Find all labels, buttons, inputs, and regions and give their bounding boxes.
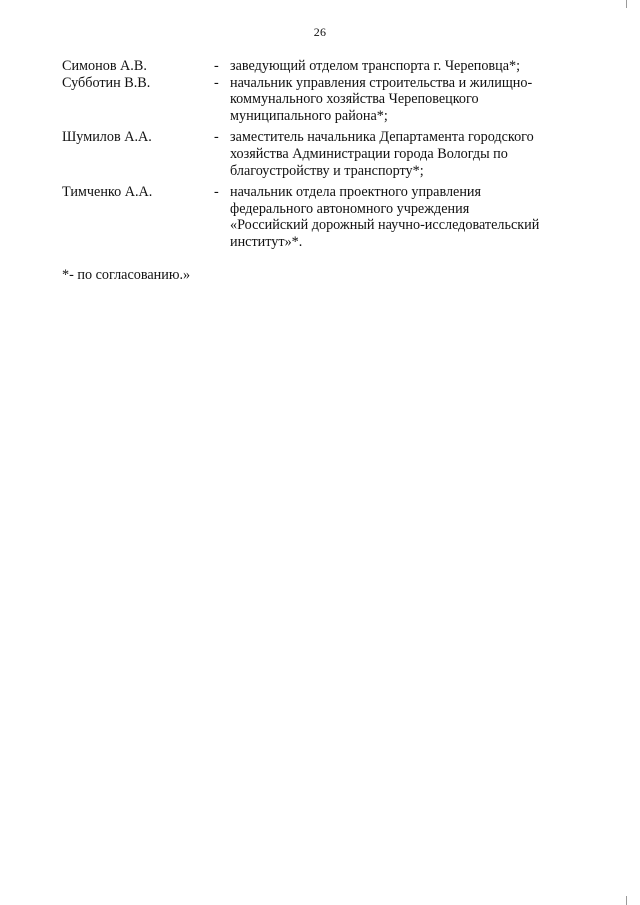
member-dash: - [214,58,219,74]
member-row [62,58,572,75]
member-list [62,58,572,251]
position-line: коммунального хозяйства Череповецкого [230,91,479,108]
position-line: институт»*. [230,233,303,250]
member-name: Субботин В.В. [62,74,151,91]
member-row [62,184,572,250]
position-line: начальник управления строительства и жилищно- [230,74,533,91]
member-position [230,75,572,125]
page-number: 26 [313,25,327,39]
member-name: Симонов А.В. [62,58,147,74]
position-line: хозяйства Администрации города Вологды по [230,145,508,162]
member-position [230,129,572,179]
position-line: начальник отдела проектного управления [230,184,482,201]
member-row [62,129,572,179]
scan-edge-mark [626,896,627,905]
position-line: «Российский дорожный научно-исследовательский [230,217,540,234]
position-line: заведующий отделом транспорта г. Череповца*; [230,58,521,74]
position-line: муниципального района*; [230,107,388,124]
position-line: федерального автономного учреждения [230,200,470,217]
member-position [230,184,572,250]
member-dash: - [214,129,219,146]
position-line: заместитель начальника Департамента городского [230,129,534,146]
footnote: *- по согласованию.» [62,267,191,283]
member-name: Тимченко А.А. [62,184,153,201]
member-row [62,75,572,125]
member-dash: - [214,184,219,201]
scan-edge-mark [626,0,627,8]
member-dash: - [214,74,219,91]
member-position [230,58,572,75]
member-name: Шумилов А.А. [62,129,152,146]
position-line: благоустройству и транспорту*; [230,162,424,179]
